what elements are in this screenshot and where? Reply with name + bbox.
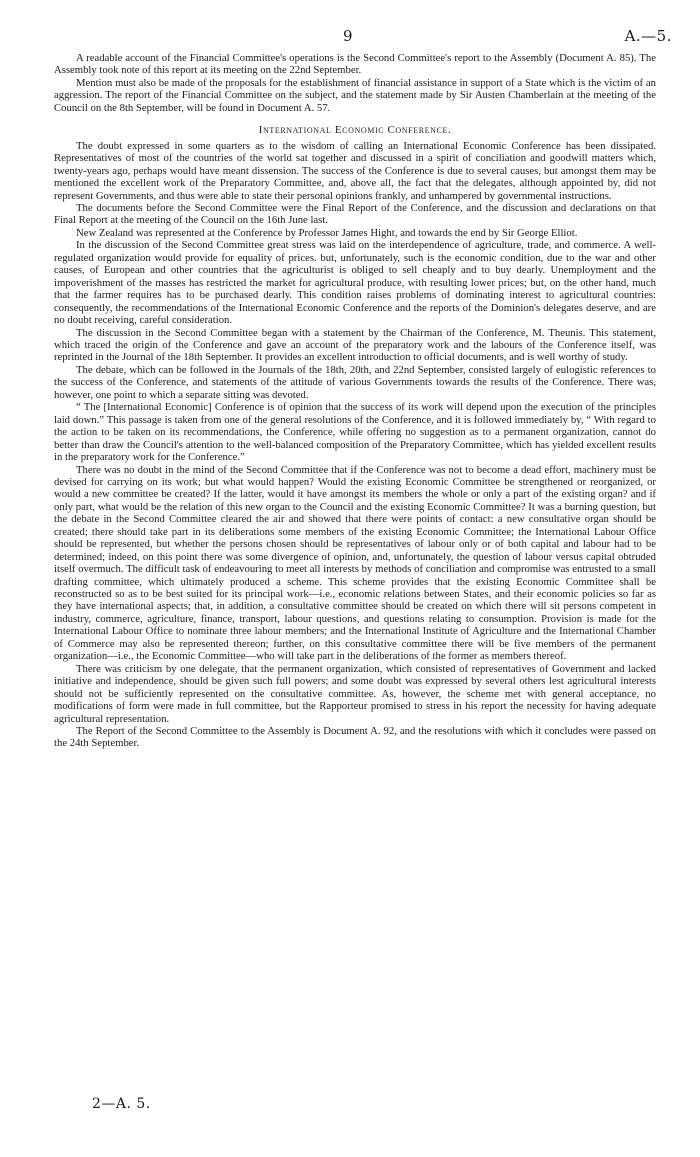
paragraph: A readable account of the Financial Committee's operations is the Second Committee's report to the Assembly (Document A. 85). The Assembly took note of this report at its meeting on the 22nd September. [54, 52, 656, 77]
paragraph: The discussion in the Second Committee began with a statement by the Chairman of the Conference, M. Theunis. This statement, which traced the origin of the Conference and gave an account of the preparatory work and the labours of the Conference itself, was reprinted in the Journal of the 18th September. It provides an excellent introduction to official documents, and is well worthy of study. [54, 326, 656, 364]
paragraph: The doubt expressed in some quarters as to the wisdom of calling an International Economic Conference has been dissipated. Representatives of most of the countries of the world sat together and discussed in a spirit of conciliation and goodwill matters which, twenty-years ago, perhaps would have meant dissension. The success of the Conference is due to several causes, but amongst them may be mentioned the excellent work of the Preparatory Committee, and, above all, the fact that the delegates, although appointed by, did not represent Governments, and thus were able to state their personal opinions frankly, and unhampered by governmental instructions. [54, 139, 656, 202]
paragraph: In the discussion of the Second Committee great stress was laid on the interdependence of agriculture, trade, and commerce. A well-regulated organization would provide for equality of prices. but, unfortunately, such is the economic condition, due to the war and other causes, of European and other countries that the agriculturist is obliged to sell cheaply and to buy dearly. Unemployment and the impoverishment of the masses has restricted the market for agricultural produce, with resulting lower prices; but, on the other hand, much that the farmer requires has to be purchased dearly. This condition raises problems of dominating interest to agricultural countries: consequently, the recommendations of the International Economic Conference and the reports of the Dominion's delegates deserve, and are no doubt receiving, careful consideration. [54, 239, 656, 327]
sheet-signature: 2—A. 5. [92, 1096, 151, 1112]
section-heading: International Economic Conference. [258, 124, 452, 137]
paragraph: The documents before the Second Committee were the Final Report of the Conference, and the discussion and declarations on that Final Report at the meeting of the Council on the 16th June last. [54, 201, 656, 227]
paragraph: There was criticism by one delegate, that the permanent organization, which consisted of representatives of Government and lacked initiative and independence, should be given such full powers; and some doubt was expressed by several others lest agricultural interests should not be sufficiently represented on the consultative committee. As, however, the scheme met with general acceptance, no modifications of form were made in full committee, but the Rapporteur promised to stress in his report the necessity for having adequate agricultural representation. [54, 662, 656, 725]
paragraph: Mention must also be made of the proposals for the establishment of financial assistance in support of a State which is the victim of an aggression. The report of the Financial Committee on the subject, and the statement made by Sir Austen Chamberlain at the meeting of the Council on the 8th September, will be found in Document A. 57. [54, 76, 656, 114]
page-number: 9 [343, 27, 353, 45]
document-body [54, 52, 656, 750]
paragraph: New Zealand was represented at the Conference by Professor James Hight, and towards the end by Sir George Elliot. [76, 226, 578, 239]
paragraph: “ The [International Economic] Conference is of opinion that the success of its work will depend upon the execution of the principles laid down.” This passage is taken from one of the general resolutions of the Conference, and it is followed immediately by, “ With regard to the action to be taken on its recommendations, the Conference, while offering no suggestion as to a permanent organization, cannot do better than draw the Council's attention to the well-balanced composition of the Preparatory Committee, which has yielded excellent results in the preparatory work for the Conference.” [54, 401, 656, 464]
paragraph: The Report of the Second Committee to the Assembly is Document A. 92, and the resolutions with which it concludes were passed on the 24th September. [54, 725, 656, 750]
paragraph: The debate, which can be followed in the Journals of the 18th, 20th, and 22nd September, consisted largely of eulogistic references to the success of the Conference, and statements of the attitude of various Governments towards the results of the Conference. There was, however, one point to which a separate sitting was devoted. [54, 363, 656, 401]
document-reference: A.—5. [624, 27, 672, 45]
paragraph: There was no doubt in the mind of the Second Committee that if the Conference was not to become a dead effort, machinery must be devised for carrying on its work; but what would happen? Would the existing Economic Committee be strengthened or reorganized, or would a new committee be created? If the latter, would it have amongst its members the whole or only a part of the existing organ? and if only part, what would be the relation of this new organ to the Council and the existing Economic Committee? It was a burning question, but the debate in the Second Committee cleared the air and showed that there were points of contact: a new consultative organ should be created; there should take part in its deliberations some members of the existing Economic Committee; the International Labour Office should be represented, but whether the persons chosen should be representatives of labour only or of both capital and labour had to be determined; indeed, on this point there was some divergence of opinion, and, unfortunately, the question of labour versus capital obtruded itself overmuch. The difficult task of endeavouring to meet all interests by methods of conciliation and compromise was entrusted to a small drafting committee, which ultimately produced a scheme. This scheme provides that the existing Economic Committee shall be reconstructed so as to be best suited for its principal work—i.e., economic relations between States, and their economic policies so far as they have international aspects; that, in addition, a consultative committee should be created on which there will sit persons competent in industry, commerce, agriculture, finance, transport, labour questions, and questions relating to consumption. Provision is made for the International Labour Office to nominate three labour members; and the International Institute of Agriculture and the International Chamber of Commerce may also be represented thereon; further, on this consultative committee there will be five members of the permanent organization—i.e., the Economic Committee—who will take part in the deliberations of the former as members thereof. [54, 463, 656, 663]
